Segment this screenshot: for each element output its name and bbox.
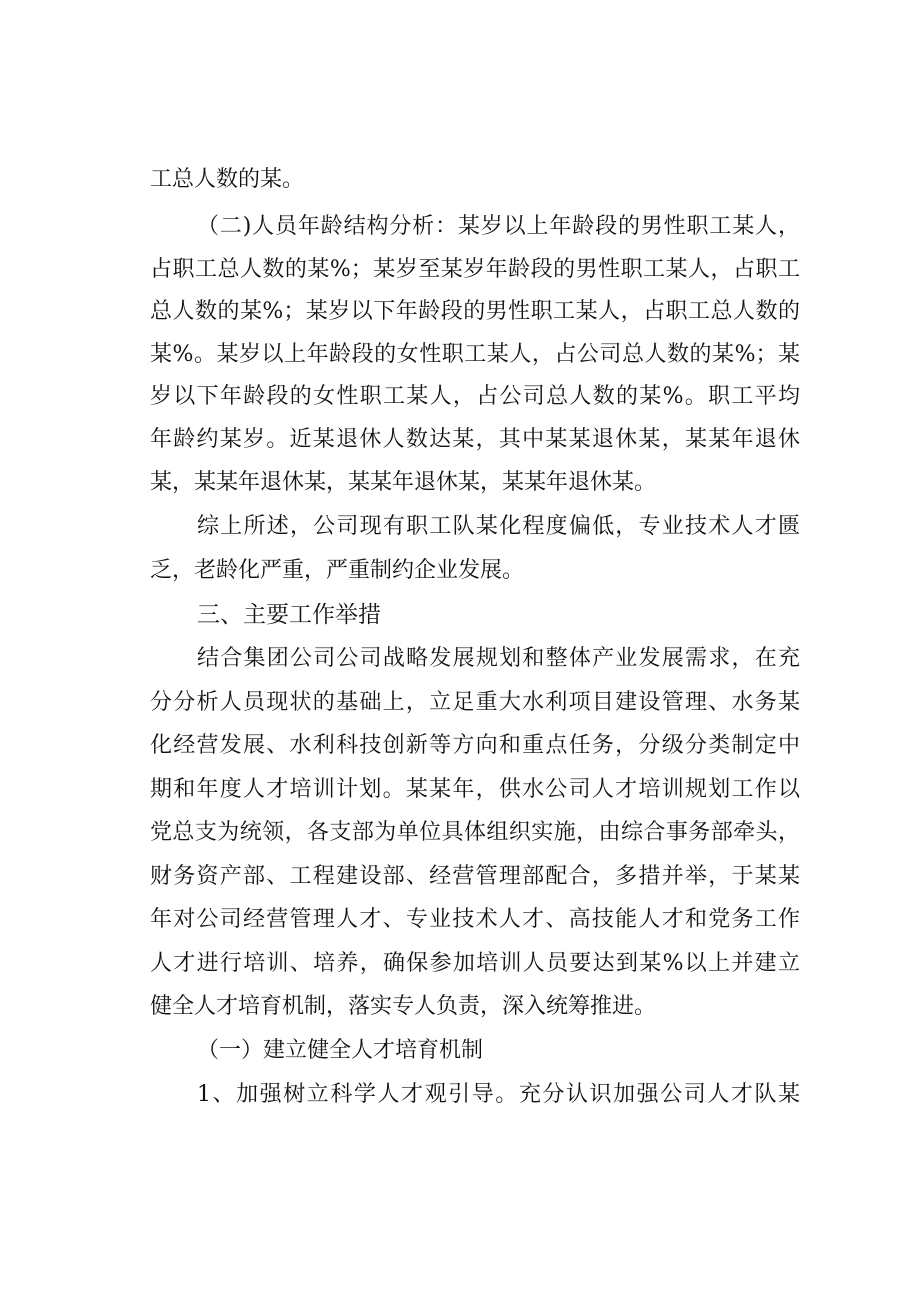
paragraph-line: 期和年度人才培训计划。某某年，供水公司人才培训规划工作以	[150, 777, 800, 802]
paragraph-line: 结合集团公司公司战略发展规划和整体产业发展需求，在充	[197, 646, 800, 671]
paragraph-line: 综上所述，公司现有职工队某化程度偏低，专业技术人才匮	[197, 514, 800, 539]
paragraph-line: 分分析人员现状的基础上，立足重大水利项目建设管理、水务某	[150, 690, 800, 715]
paragraph-line: （二)人员年龄结构分析：某岁以上年龄段的男性职工某人，	[197, 214, 800, 239]
paragraph-line: 岁以下年龄段的女性职工某人，占公司总人数的某%。职工平均	[150, 384, 800, 409]
paragraph-line: 健全人才培育机制，落实专人负责，深入统筹推进。	[150, 994, 657, 1019]
paragraph-line: 人才进行培训、培养，确保参加培训人员要达到某%以上并建立	[150, 951, 800, 976]
paragraph-line: 工总人数的某。	[150, 167, 305, 192]
paragraph-line: 年龄约某岁。近某退休人数达某，其中某某退休某，某某年退休	[150, 427, 800, 452]
paragraph-line: 党总支为统领，各支部为单位具体组织实施，由综合事务部牵头，	[150, 820, 800, 845]
paragraph-line: 乏，老龄化严重，严重制约企业发展。	[150, 558, 525, 583]
paragraph-line: 总人数的某%；某岁以下年龄段的男性职工某人，占职工总人数的	[150, 299, 800, 324]
section-heading: 三、主要工作举措	[197, 602, 381, 628]
paragraph-line: 财务资产部、工程建设部、经营管理部配合，多措并举，于某某	[150, 864, 800, 889]
paragraph-line: 某%。某岁以上年龄段的女性职工某人，占公司总人数的某%；某	[150, 342, 800, 367]
paragraph-line: 化经营发展、水利科技创新等方向和重点任务，分级分类制定中	[150, 733, 800, 758]
subsection-heading: （一）建立健全人才培育机制	[197, 1038, 484, 1063]
paragraph-line: 1、加强树立科学人才观引导。充分认识加强公司人才队某	[197, 1082, 800, 1107]
paragraph-line: 年对公司经营管理人才、专业技术人才、高技能人才和党务工作	[150, 907, 800, 932]
paragraph-line: 占职工总人数的某%；某岁至某岁年龄段的男性职工某人，占职工	[150, 257, 800, 282]
paragraph-line: 某，某某年退休某，某某年退休某，某某年退休某。	[150, 470, 657, 495]
